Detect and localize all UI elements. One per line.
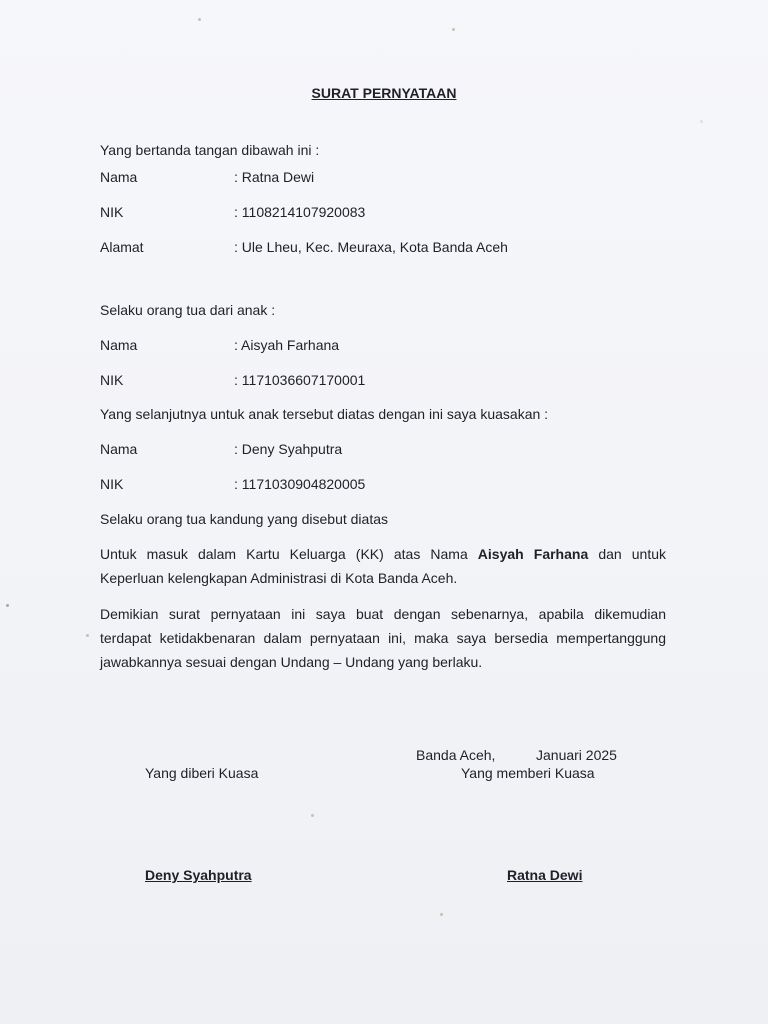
proxy-name-value: : Deny Syahputra [234,441,343,457]
purpose-line-1 [100,542,666,566]
purpose-paragraph [100,542,666,590]
proxy-name-label: Nama [100,441,138,457]
signer-name-value: : Ratna Dewi [234,169,315,185]
purpose-line-2: Keperluan kelengkapan Administrasi di Kota Banda Aceh. [100,570,458,586]
closing-line-2: terdapat ketidakbenaran dalam pernyataan ini, maka saya bersedia mempertanggung [100,630,666,646]
document-title: SURAT PERNYATAAN [311,85,457,101]
receiver-name: Deny Syahputra [145,867,252,883]
child-intro-text: Selaku orang tua dari anak : [100,302,276,318]
giver-name: Ratna Dewi [507,867,583,883]
signer-address-value: : Ule Lheu, Kec. Meuraxa, Kota Banda Aceh [234,239,508,255]
closing-paragraph [100,602,666,674]
paper-speck [86,634,89,637]
signer-nik-value: : 1108214107920083 [234,204,366,220]
giver-label: Yang memberi Kuasa [461,765,595,781]
signer-nik-label: NIK [100,204,124,220]
signer-name-label: Nama [100,169,138,185]
signer-address-label: Alamat [100,239,144,255]
purpose-line-1-end: dan untuk [588,546,666,562]
purpose-line-1-start: Untuk masuk dalam Kartu Keluarga (KK) atas Nama [100,546,478,562]
child-nik-label: NIK [100,372,124,388]
receiver-label: Yang diberi Kuasa [145,765,259,781]
child-name-label: Nama [100,337,138,353]
proxy-intro-text: Yang selanjutnya untuk anak tersebut diatas dengan ini saya kuasakan : [100,406,549,422]
paper-speck [440,913,443,916]
paper-speck [452,28,455,31]
paper-speck [700,120,703,123]
child-name-bold: Aisyah Farhana [477,546,589,562]
date-text: Januari 2025 [536,747,617,763]
parent-note-text: Selaku orang tua kandung yang disebut diatas [100,511,388,527]
proxy-nik-value: : 1171030904820005 [234,476,366,492]
paper-speck [311,814,314,817]
child-nik-value: : 1171036607170001 [234,372,366,388]
proxy-nik-label: NIK [100,476,124,492]
paper-speck [198,18,201,21]
closing-line-1: Demikian surat pernyataan ini saya buat dengan sebenarnya, apabila dikemudian [100,606,666,622]
child-name-value: : Aisyah Farhana [234,337,340,353]
closing-line-3: jawabkannya sesuai dengan Undang – Undang yang berlaku. [100,654,483,670]
place-text: Banda Aceh, [416,747,496,763]
intro-text: Yang bertanda tangan dibawah ini : [100,142,320,158]
paper-speck [6,604,9,607]
